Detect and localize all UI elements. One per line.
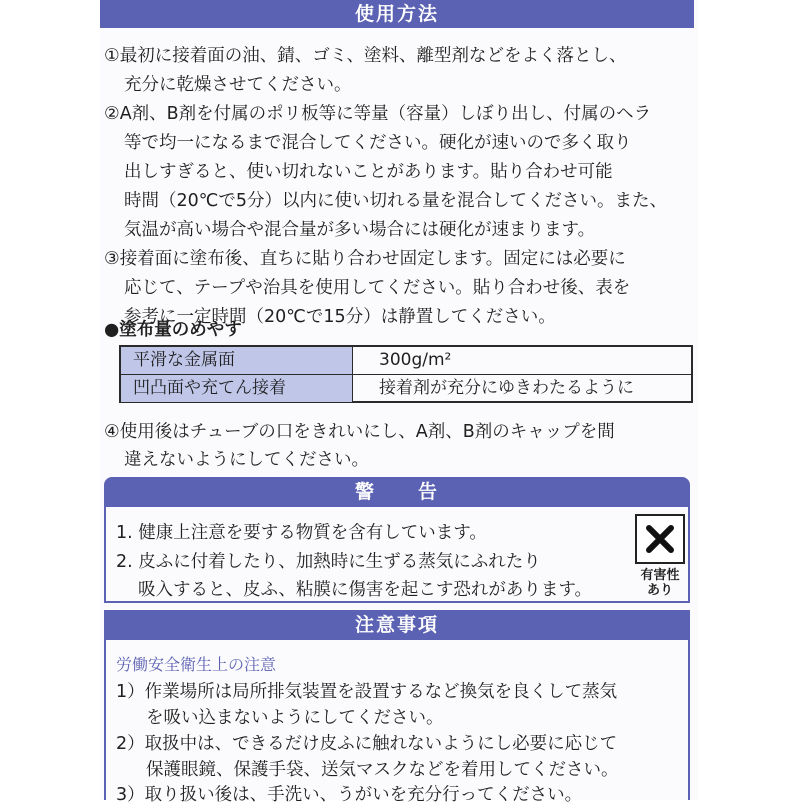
usage-heading: 使用方法 [100, 0, 694, 28]
usage-line-8: ③接着面に塗布後、直ちに貼り合わせ固定します。固定には必要に [104, 249, 626, 269]
hazard-caption: あり [646, 583, 673, 598]
hazard-symbol [632, 514, 688, 598]
coverage-table [119, 345, 693, 403]
usage-line-4: 等で均一になるまで混合してください。硬化が速いので多く取り [124, 133, 632, 153]
caution-line-2: を吸い込まないようにしてください。 [146, 708, 444, 728]
usage-line-10: 参考に一定時間（20℃で15分）は静置してください。 [124, 307, 556, 327]
hazard-caption: 有害性 [640, 568, 680, 583]
usage-line-7: 気温が高い場合や混合量が多い場合には硬化が速まります。 [124, 220, 596, 240]
warning-line-1: 1. 健康上注意を要する物質を含有しています。 [116, 523, 487, 543]
coverage-row [121, 375, 691, 402]
caution-line-3: 2）取扱中は、できるだけ皮ふに触れないようにし必要に応じて [116, 734, 618, 754]
usage-line-1: ①最初に接着面の油、錆、ゴミ、塗料、離型剤などをよく落とし、 [104, 46, 627, 66]
coverage-row-value: 接着剤が充分にゆきわたるように [379, 378, 634, 398]
warning-line-2: 2. 皮ふに付着したり、加熱時に生ずる蒸気にふれたり [116, 552, 541, 572]
usage-line-5: 出しすぎると、使い切れないことがあります。貼り合わせ可能 [124, 162, 613, 182]
caution-line-1: 1）作業場所は局所排気装置を設置するなど換気を良くして蒸気 [116, 682, 618, 702]
coverage-row [121, 347, 691, 375]
usage-line-2: 充分に乾燥させてください。 [124, 75, 352, 95]
warning-line-3: 吸入すると、皮ふ、粘膜に傷害を起こす恐れがあります。 [138, 580, 592, 600]
x-cross-icon [635, 514, 685, 564]
caution-line-4: 保護眼鏡、保護手袋、送気マスクなどを着用してください。 [146, 760, 619, 780]
cautions-heading: 注意事項 [104, 610, 690, 640]
coverage-title: ●塗布量のめやす [104, 320, 242, 340]
coverage-row-value: 300g/m² [379, 350, 452, 370]
warning-heading: 警 告 [104, 477, 690, 507]
cautions-subheading: 労働安全衛生上の注意 [116, 655, 277, 674]
usage-line-9: 応じて、テープや治具を使用してください。貼り合わせ後、表を [124, 278, 631, 298]
usage-line-6: 時間（20℃で5分）以内に使い切れる量を混合してください。また、 [124, 191, 668, 211]
coverage-row-label: 凹凸面や充てん接着 [121, 375, 353, 402]
usage-line-3: ②A剤、B剤を付属のポリ板等に等量（容量）しぼり出し、付属のヘラ [104, 104, 652, 124]
usage-step4-line-1: ④使用後はチューブの口をきれいにし、A剤、B剤のキャップを間 [104, 422, 615, 442]
caution-line-5: 3）取り扱い後は、手洗い、うがいを充分行ってください。 [116, 785, 583, 805]
coverage-row-label: 平滑な金属面 [121, 347, 353, 374]
usage-step4-line-2: 違えないようにしてください。 [124, 450, 369, 470]
